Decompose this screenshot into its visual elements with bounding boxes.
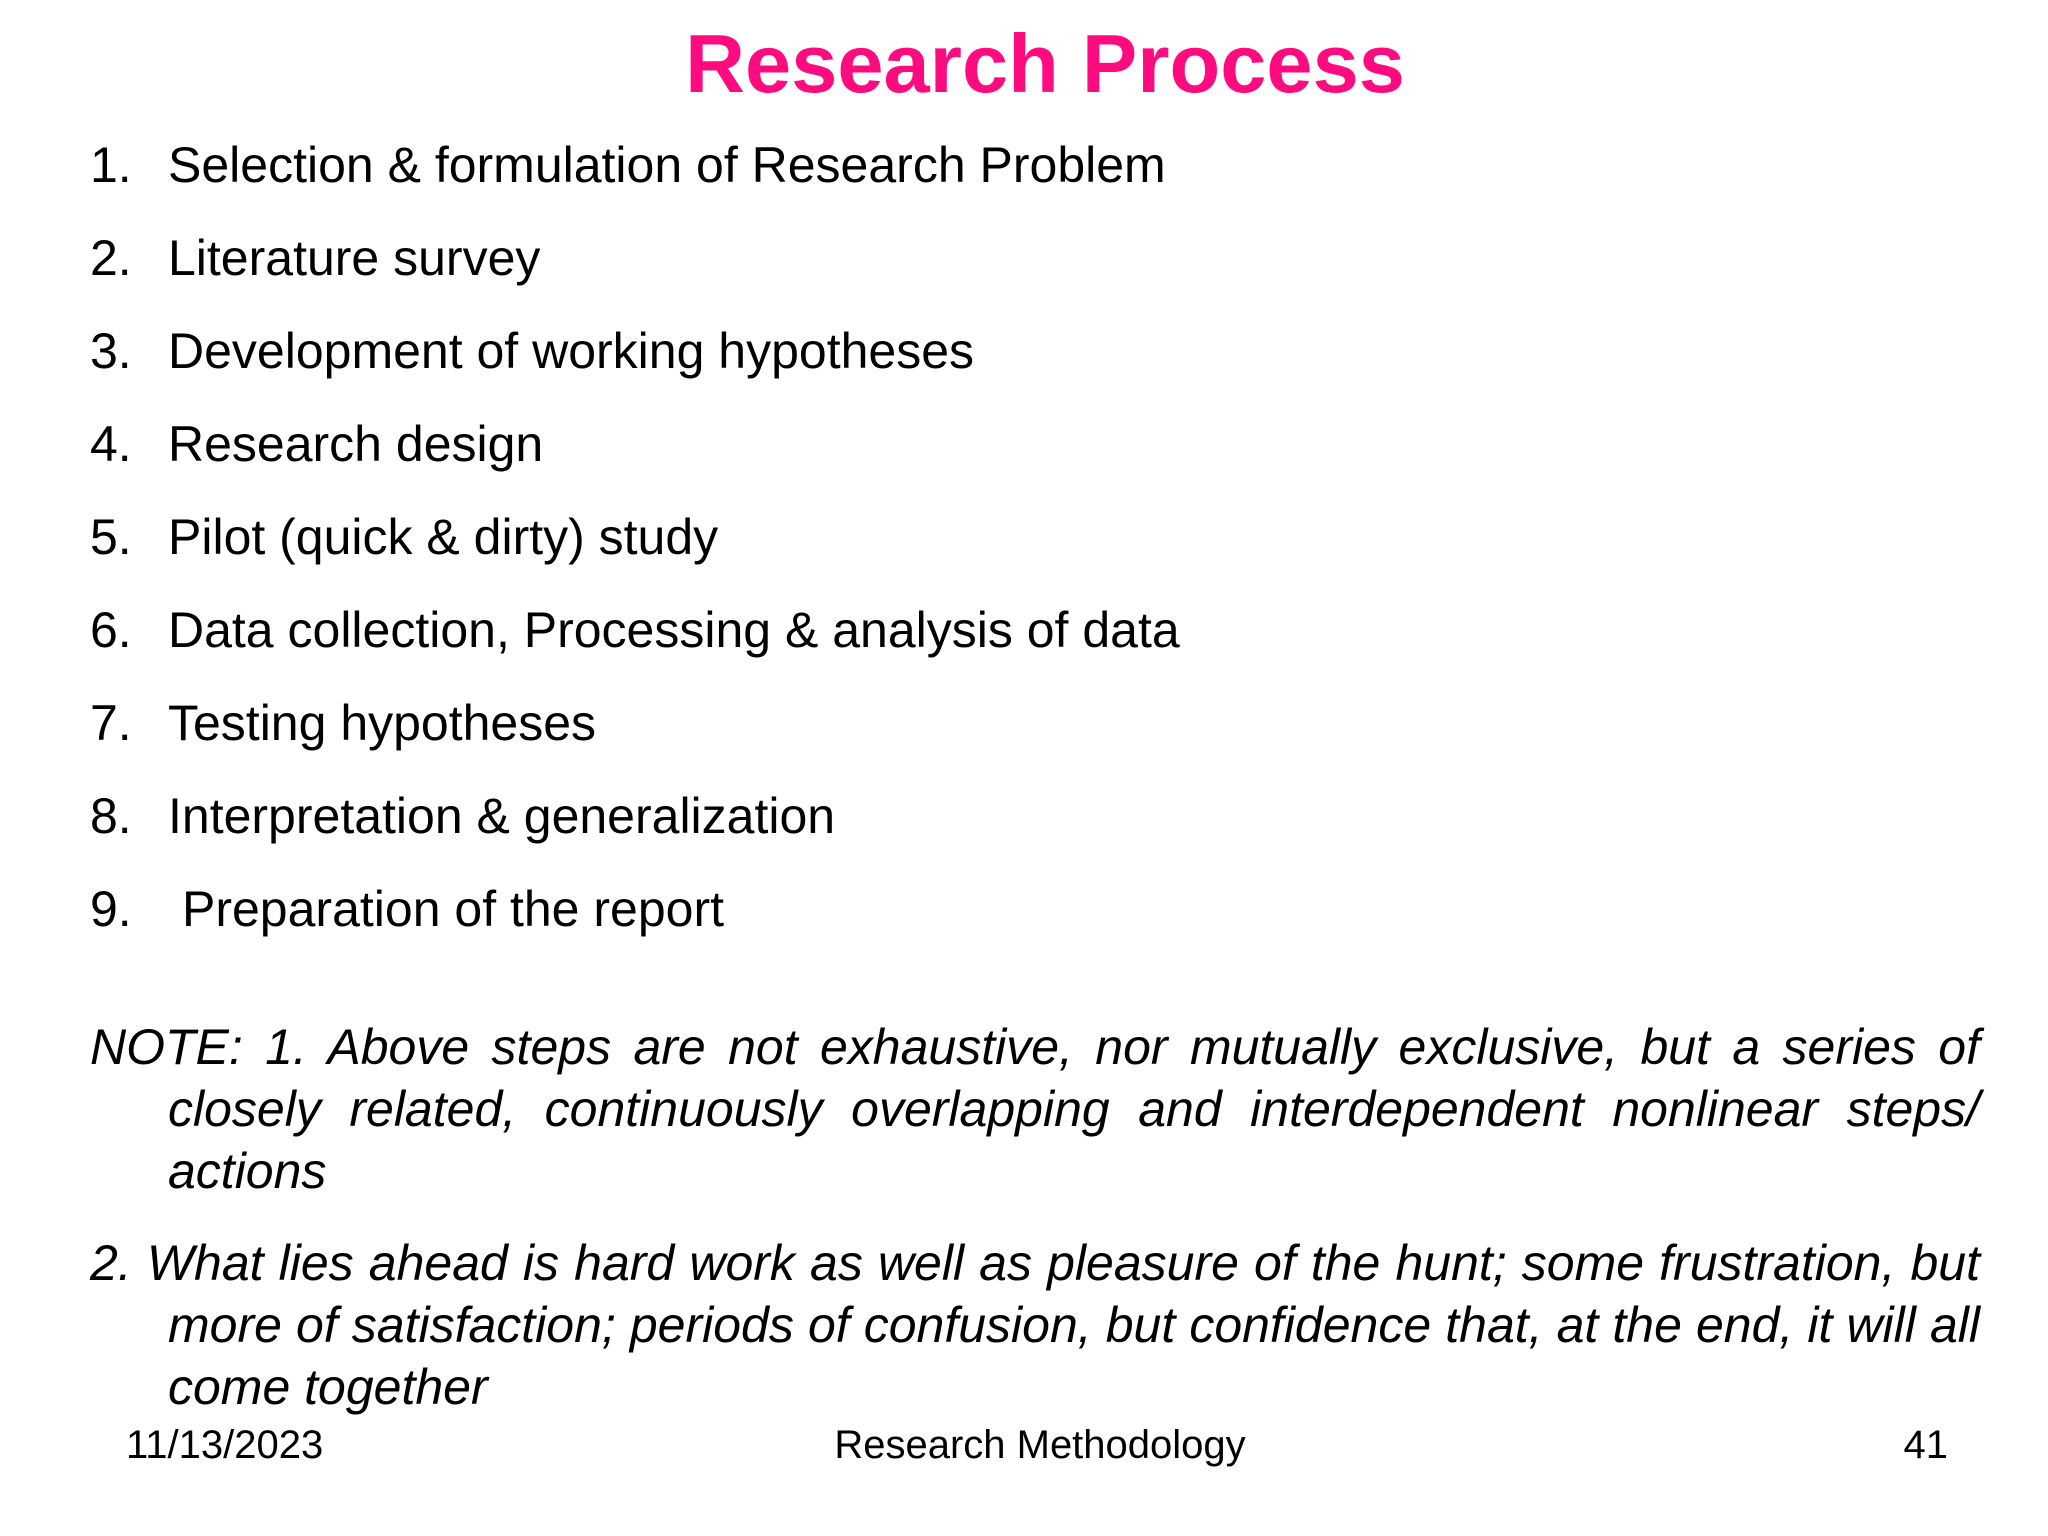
step-label: Research design	[168, 416, 544, 472]
list-item	[90, 874, 1990, 967]
step-number: 5.	[90, 509, 132, 565]
list-item	[90, 595, 1990, 688]
list-item	[90, 316, 1990, 409]
step-number: 6.	[90, 602, 132, 658]
step-label: Development of working hypotheses	[168, 323, 975, 379]
list-item	[90, 409, 1990, 502]
note-paragraph: 2. What lies ahead is hard work as well as pleasure of the hunt; some frustration, but more of satisfaction; periods of confusion, but confidence that, at the end, it will all come together	[90, 1235, 1980, 1415]
step-label: Preparation of the report	[182, 881, 724, 937]
list-item	[90, 223, 1990, 316]
step-label: Data collection, Processing & analysis of data	[168, 602, 1180, 658]
list-item	[90, 130, 1990, 223]
list-item	[90, 781, 1990, 874]
step-number: 3.	[90, 323, 132, 379]
step-label: Literature survey	[168, 230, 541, 286]
footer-subject: Research Methodology	[834, 1423, 1246, 1467]
step-label: Testing hypotheses	[168, 695, 597, 751]
step-label: Pilot (quick & dirty) study	[168, 509, 719, 565]
step-number: 1.	[90, 137, 132, 193]
research-steps-list	[90, 130, 1990, 967]
note-paragraph: NOTE: 1. Above steps are not exhaustive, nor mutually exclusive, but a series of closely related, continuously overlapping and interdependent nonlinear steps/ actions	[90, 1019, 1980, 1199]
step-number: 9.	[90, 881, 132, 937]
step-number: 2.	[90, 230, 132, 286]
slide-title: Research Process	[685, 17, 1405, 110]
step-number: 7.	[90, 695, 132, 751]
step-label: Interpretation & generalization	[168, 788, 836, 844]
page-number: 41	[1903, 1423, 1948, 1467]
step-number: 8.	[90, 788, 132, 844]
list-item	[90, 688, 1990, 781]
footer-date: 11/13/2023	[126, 1423, 324, 1467]
step-label: Selection & formulation of Research Problem	[168, 137, 1166, 193]
list-item	[90, 502, 1990, 595]
step-number: 4.	[90, 416, 132, 472]
